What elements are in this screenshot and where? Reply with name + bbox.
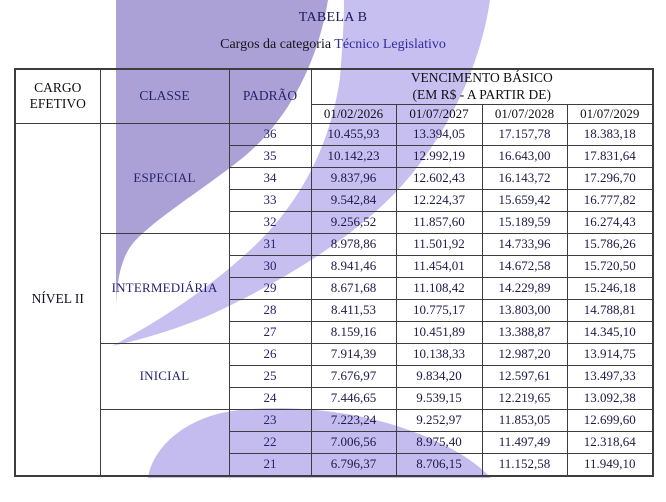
value-cell-01/07/2027: 8.975,40 <box>396 431 482 453</box>
header-cargo-line2: EFETIVO <box>29 96 86 112</box>
value-cell-01/02/2026: 7.446,65 <box>311 387 396 409</box>
value-cell-01/07/2027: 8.706,15 <box>396 453 482 476</box>
value-cell-01/07/2027: 10.451,89 <box>396 321 482 343</box>
value-cell-01/02/2026: 7.676,97 <box>311 365 396 387</box>
value-cell-01/07/2028: 12.987,20 <box>482 343 567 365</box>
value-cell-01/02/2026: 7.223,24 <box>311 409 396 431</box>
header-vencimento <box>311 69 653 104</box>
value-cell-01/07/2028: 13.803,00 <box>482 299 567 321</box>
value-cell-01/07/2029: 14.345,10 <box>567 321 653 343</box>
value-cell-01/07/2027: 13.394,05 <box>396 123 482 145</box>
cargo-efetivo-cell: NÍVEL II <box>15 123 100 476</box>
value-cell-01/07/2028: 11.853,05 <box>482 409 567 431</box>
value-cell-01/07/2029: 11.949,10 <box>567 453 653 476</box>
value-cell-01/02/2026: 7.006,56 <box>311 431 396 453</box>
value-cell-01/02/2026: 9.542,84 <box>311 189 396 211</box>
value-cell-01/07/2028: 15.659,42 <box>482 189 567 211</box>
header-date-2: 01/07/2027 <box>396 104 482 123</box>
table-row <box>15 409 653 431</box>
padrao-cell: 33 <box>229 189 311 211</box>
value-cell-01/02/2026: 8.411,53 <box>311 299 396 321</box>
value-cell-01/07/2029: 14.788,81 <box>567 299 653 321</box>
value-cell-01/07/2027: 12.224,37 <box>396 189 482 211</box>
value-cell-01/07/2027: 10.775,17 <box>396 299 482 321</box>
padrao-cell: 24 <box>229 387 311 409</box>
value-cell-01/02/2026: 6.796,37 <box>311 453 396 476</box>
value-cell-01/07/2028: 14.672,58 <box>482 255 567 277</box>
value-cell-01/07/2029: 16.777,82 <box>567 189 653 211</box>
padrao-cell: 29 <box>229 277 311 299</box>
classe-cell: INTERMEDIÁRIA <box>100 233 229 343</box>
padrao-cell: 34 <box>229 167 311 189</box>
table-row <box>15 123 653 145</box>
value-cell-01/07/2027: 10.138,33 <box>396 343 482 365</box>
padrao-cell: 27 <box>229 321 311 343</box>
value-cell-01/07/2028: 12.597,61 <box>482 365 567 387</box>
padrao-cell: 23 <box>229 409 311 431</box>
value-cell-01/07/2028: 16.643,00 <box>482 145 567 167</box>
classe-cell: ESPECIAL <box>100 123 229 233</box>
value-cell-01/07/2028: 12.219,65 <box>482 387 567 409</box>
value-cell-01/07/2028: 14.229,89 <box>482 277 567 299</box>
value-cell-01/07/2029: 17.296,70 <box>567 167 653 189</box>
page-title: TABELA B <box>298 10 368 25</box>
padrao-cell: 22 <box>229 431 311 453</box>
value-cell-01/02/2026: 8.159,16 <box>311 321 396 343</box>
header-date-4: 01/07/2029 <box>567 104 653 123</box>
value-cell-01/07/2027: 9.834,20 <box>396 365 482 387</box>
value-cell-01/02/2026: 7.914,39 <box>311 343 396 365</box>
value-cell-01/07/2029: 12.699,60 <box>567 409 653 431</box>
padrao-cell: 21 <box>229 453 311 476</box>
value-cell-01/07/2029: 15.246,18 <box>567 277 653 299</box>
value-cell-01/07/2027: 9.252,97 <box>396 409 482 431</box>
header-vencimento-line2: (EM R$ - A PARTIR DE) <box>412 86 552 102</box>
padrao-cell: 36 <box>229 123 311 145</box>
header-date-3: 01/07/2028 <box>482 104 567 123</box>
value-cell-01/07/2029: 16.274,43 <box>567 211 653 233</box>
header-padrao: PADRÃO <box>229 69 311 123</box>
header-cargo-efetivo <box>15 69 100 123</box>
padrao-cell: 26 <box>229 343 311 365</box>
value-cell-01/07/2029: 15.720,50 <box>567 255 653 277</box>
classe-cell <box>100 409 229 476</box>
header-cargo-line1: CARGO <box>34 79 82 95</box>
padrao-cell: 25 <box>229 365 311 387</box>
title-block <box>0 10 666 53</box>
value-cell-01/07/2028: 15.189,59 <box>482 211 567 233</box>
value-cell-01/07/2027: 11.454,01 <box>396 255 482 277</box>
value-cell-01/02/2026: 9.256,52 <box>311 211 396 233</box>
value-cell-01/07/2027: 12.992,19 <box>396 145 482 167</box>
value-cell-01/07/2027: 9.539,15 <box>396 387 482 409</box>
value-cell-01/07/2029: 13.497,33 <box>567 365 653 387</box>
padrao-cell: 28 <box>229 299 311 321</box>
value-cell-01/02/2026: 8.941,46 <box>311 255 396 277</box>
value-cell-01/07/2028: 17.157,78 <box>482 123 567 145</box>
value-cell-01/07/2027: 11.857,60 <box>396 211 482 233</box>
value-cell-01/07/2028: 11.497,49 <box>482 431 567 453</box>
padrao-cell: 35 <box>229 145 311 167</box>
subtitle-prefix: Cargos da categoria <box>220 37 335 52</box>
padrao-cell: 32 <box>229 211 311 233</box>
table-row <box>15 343 653 365</box>
page-subtitle <box>0 37 666 53</box>
subtitle-category: Técnico Legislativo <box>334 37 446 52</box>
value-cell-01/07/2029: 18.383,18 <box>567 123 653 145</box>
value-cell-01/02/2026: 10.142,23 <box>311 145 396 167</box>
value-cell-01/07/2029: 15.786,26 <box>567 233 653 255</box>
salary-table <box>14 68 654 477</box>
classe-cell: INICIAL <box>100 343 229 409</box>
value-cell-01/02/2026: 9.837,96 <box>311 167 396 189</box>
value-cell-01/07/2029: 13.914,75 <box>567 343 653 365</box>
value-cell-01/07/2027: 12.602,43 <box>396 167 482 189</box>
padrao-cell: 30 <box>229 255 311 277</box>
table-row <box>15 233 653 255</box>
value-cell-01/07/2029: 13.092,38 <box>567 387 653 409</box>
value-cell-01/02/2026: 8.978,86 <box>311 233 396 255</box>
header-date-1: 01/02/2026 <box>311 104 396 123</box>
padrao-cell: 31 <box>229 233 311 255</box>
value-cell-01/07/2029: 17.831,64 <box>567 145 653 167</box>
header-classe: CLASSE <box>100 69 229 123</box>
header-vencimento-line1: VENCIMENTO BÁSICO <box>410 70 553 85</box>
value-cell-01/07/2028: 14.733,96 <box>482 233 567 255</box>
value-cell-01/07/2027: 11.108,42 <box>396 277 482 299</box>
value-cell-01/07/2028: 11.152,58 <box>482 453 567 476</box>
value-cell-01/07/2029: 12.318,64 <box>567 431 653 453</box>
value-cell-01/07/2028: 13.388,87 <box>482 321 567 343</box>
value-cell-01/02/2026: 10.455,93 <box>311 123 396 145</box>
value-cell-01/07/2028: 16.143,72 <box>482 167 567 189</box>
value-cell-01/02/2026: 8.671,68 <box>311 277 396 299</box>
value-cell-01/07/2027: 11.501,92 <box>396 233 482 255</box>
